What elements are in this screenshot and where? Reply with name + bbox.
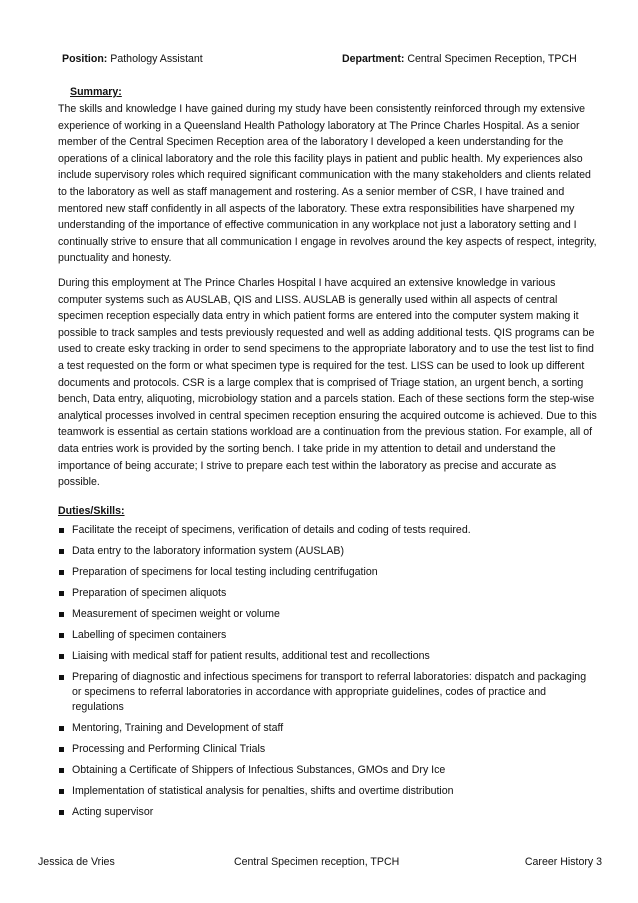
duty-item-text: Processing and Performing Clinical Trials	[72, 743, 266, 755]
square-bullet-icon	[59, 789, 64, 794]
summary-paragraph-2: During this employment at The Prince Charles Hospital I have acquired an extensive knowledge in various computer systems such as AUSLAB, QIS and LISS. AUSLAB is generally used within all aspects of central specimen reception especially data entry in which patient forms are entered into the computer system making it possible to track samples and tests previously requested and well as adding additional tests. QIS programs can be used to create esky tracking in order to send specimens to the appropriate laboratory and to use the test list to find a test requested on the form or what specimen type is required for the test. LISS can be used to look up different documents and protocols. CSR is a large complex that is comprised of Triage station, an urgent bench, a sorting bench, Data entry, aliquoting, microbiology station and a parcels station. Each of these sections form the step-wise analytical processes involved in central specimen reception ensuring the acquired outcome is achieved. Due to this teamwork is essential as certain stations workload are a continuation from the previous station. For example, all of data entries work is provided by the sorting bench. I take pride in my attention to detail and understand the importance of being accurate; I strive to prepare each test within the laboratory as precise and accurate as possible.	[58, 277, 597, 489]
duty-item	[58, 670, 598, 715]
duty-item	[58, 628, 598, 643]
duty-item	[58, 649, 598, 664]
square-bullet-icon	[59, 591, 64, 596]
duty-item	[58, 742, 598, 757]
duty-item-text: Acting supervisor	[72, 806, 154, 818]
duty-item-text: Implementation of statistical analysis for penalties, shifts and overtime distribution	[72, 785, 454, 797]
duty-item	[58, 784, 598, 799]
footer-page-label: Career History 3	[524, 856, 602, 868]
duty-item	[58, 763, 598, 778]
square-bullet-icon	[59, 528, 64, 533]
summary-paragraph-1: The skills and knowledge I have gained during my study have been consistently reinforced through my extensive experience of working in a Queensland Health Pathology laboratory at The Prince Charles Hospital. As a senior member of the Central Specimen Reception area of the laboratory I developed a keen understanding for the operations of a clinical laboratory and the role this facility plays in patient and public health. My experiences also include supervisory roles which required significant communication with the many stakeholders and clients related to the laboratory as well as staff management and rostering. As a senior member of CSR, I have trained and mentored new staff confidently in all aspects of the laboratory. These extra responsibilities have sharpened my understanding of the importance of effective communication in any workplace not just a laboratory setting and I continually strive to ensure that all communication I engage in revolves around the key aspects of respect, integrity, punctuality and honesty.	[58, 103, 597, 265]
duty-item-text: Preparation of specimen aliquots	[72, 587, 227, 599]
duty-item-text: Mentoring, Training and Development of staff	[72, 722, 284, 734]
duty-item	[58, 565, 598, 580]
square-bullet-icon	[59, 675, 64, 680]
duty-item-text: Facilitate the receipt of specimens, verification of details and coding of tests required.	[72, 524, 471, 536]
square-bullet-icon	[59, 810, 64, 815]
duty-item	[58, 523, 598, 538]
square-bullet-icon	[59, 726, 64, 731]
summary-heading: Summary:	[70, 86, 122, 98]
duty-item-text: Liaising with medical staff for patient results, additional test and recollections	[72, 650, 430, 662]
duty-item-text: Data entry to the laboratory information system (AUSLAB)	[72, 545, 345, 557]
square-bullet-icon	[59, 612, 64, 617]
position-label: Position:	[62, 53, 108, 65]
duty-item-text: Measurement of specimen weight or volume	[72, 608, 280, 620]
document-header	[62, 53, 598, 67]
position-line	[62, 53, 203, 65]
square-bullet-icon	[59, 570, 64, 575]
square-bullet-icon	[59, 633, 64, 638]
square-bullet-icon	[59, 549, 64, 554]
duties-heading: Duties/Skills:	[58, 505, 125, 517]
duty-item-text: Preparing of diagnostic and infectious specimens for transport to referral laboratories: dispatch and packaging or specimens to referral laboratories in accordance with appropriate guidelines, codes of practice and regulations	[72, 671, 587, 713]
duty-item-text: Labelling of specimen containers	[72, 629, 227, 641]
square-bullet-icon	[59, 768, 64, 773]
department-label: Department:	[342, 53, 405, 65]
duty-item-text: Obtaining a Certificate of Shippers of Infectious Substances, GMOs and Dry Ice	[72, 764, 446, 776]
department-value: Central Specimen Reception, TPCH	[407, 53, 577, 65]
duty-item	[58, 805, 598, 820]
duty-item-text: Preparation of specimens for local testing including centrifugation	[72, 566, 378, 578]
square-bullet-icon	[59, 654, 64, 659]
duty-item	[58, 544, 598, 559]
footer-department: Central Specimen reception, TPCH	[234, 856, 400, 868]
document-footer	[38, 856, 602, 870]
position-value: Pathology Assistant	[110, 53, 203, 65]
duty-item	[58, 586, 598, 601]
duty-item	[58, 721, 598, 736]
footer-author: Jessica de Vries	[38, 856, 115, 868]
duties-list	[58, 523, 598, 826]
square-bullet-icon	[59, 747, 64, 752]
duty-item	[58, 607, 598, 622]
department-line	[342, 53, 577, 65]
